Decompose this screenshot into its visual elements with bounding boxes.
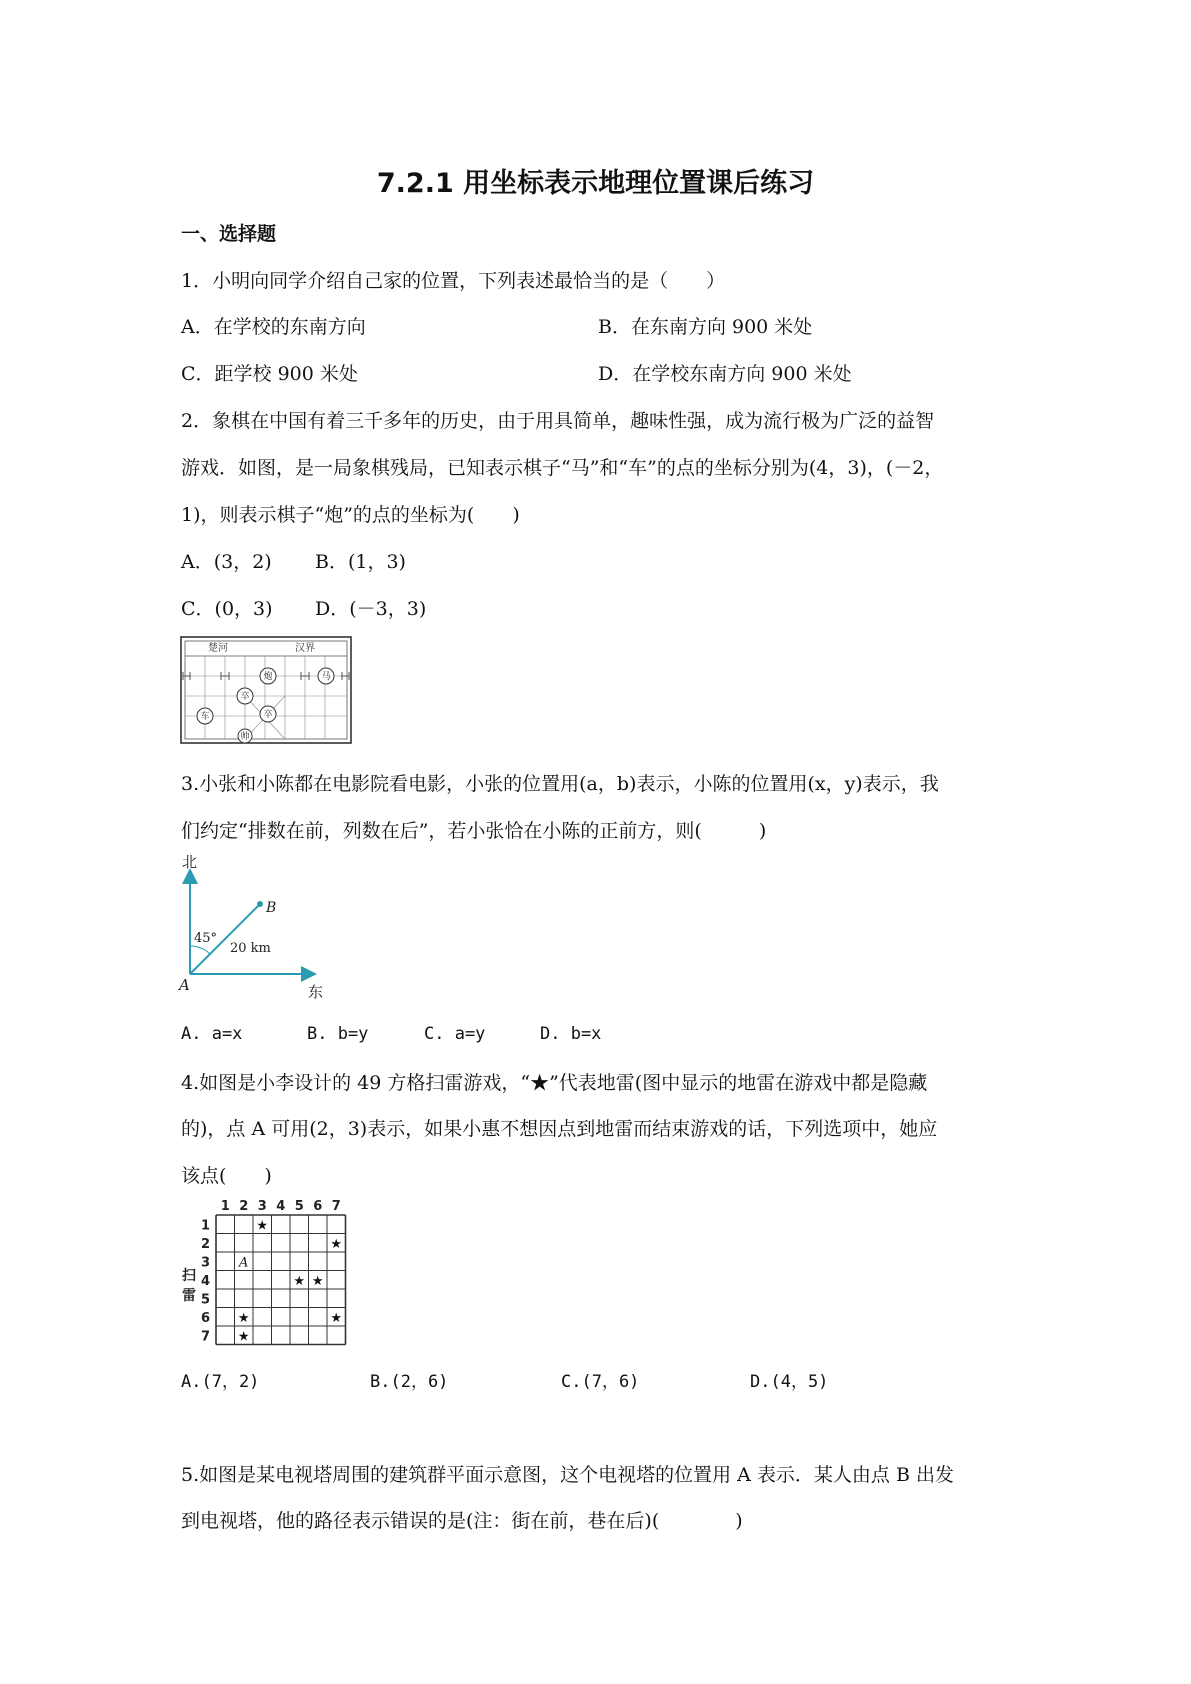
q1-stem: 1．小明向同学介绍自己家的位置，下列表述最恰当的是（ ） bbox=[181, 270, 726, 292]
minesweeper-figure bbox=[180, 1196, 355, 1351]
chess-board-outer bbox=[181, 637, 351, 743]
mine-star-icon: ★ bbox=[256, 1218, 269, 1234]
side-label-lei: 雷 bbox=[182, 1288, 196, 1304]
piece-che-label: 车 bbox=[200, 712, 210, 722]
chess-board-figure bbox=[180, 636, 352, 744]
page-title: 7.2.1 用坐标表示地理位置课后练习 bbox=[376, 168, 815, 199]
q3-option-b: B. b=y bbox=[307, 1024, 369, 1044]
col-label: 4 bbox=[276, 1199, 286, 1214]
section-heading: 一、选择题 bbox=[181, 223, 277, 245]
q2-option-c: C．(0，3) bbox=[181, 598, 273, 620]
q3-line-2: 们约定“排数在前，列数在后”，若小张恰在小陈的正前方，则( ) bbox=[181, 820, 767, 842]
direction-figure bbox=[178, 854, 338, 1002]
side-label-sao: 扫 bbox=[182, 1268, 196, 1284]
mine-star-icon: ★ bbox=[237, 1329, 250, 1345]
q2-option-a: A．(3，2) bbox=[181, 551, 272, 573]
q4-line-3: 该点( ) bbox=[181, 1165, 272, 1187]
q1-option-b: B．在东南方向 900 米处 bbox=[598, 316, 813, 338]
q4-option-d: D.(4，5) bbox=[750, 1372, 829, 1392]
east-label: 东 bbox=[308, 983, 324, 1001]
mine-star-icon: ★ bbox=[330, 1236, 343, 1252]
q4-option-c: C.(7，6) bbox=[561, 1372, 640, 1392]
piece-pao-label: 炮 bbox=[263, 672, 273, 682]
q1-option-c: C．距学校 900 米处 bbox=[181, 363, 358, 385]
col-label: 2 bbox=[239, 1199, 249, 1214]
point-b-label: B bbox=[266, 900, 277, 916]
col-label: 1 bbox=[220, 1199, 230, 1214]
q5-line-1: 5.如图是某电视塔周围的建筑群平面示意图，这个电视塔的位置用 A 表示．某人由点 B 出发 bbox=[181, 1464, 954, 1486]
q3-option-c: C. a=y bbox=[424, 1024, 486, 1044]
row-label: 7 bbox=[200, 1329, 210, 1345]
row-label: 3 bbox=[200, 1255, 210, 1271]
q3-line-1: 3.小张和小陈都在电影院看电影，小张的位置用(a，b)表示，小陈的位置用(x，y)表示，我 bbox=[181, 773, 939, 795]
q3-option-a: A. a=x bbox=[181, 1024, 243, 1044]
river-label-han: 汉界 bbox=[295, 643, 315, 654]
angle-arc bbox=[190, 946, 210, 954]
col-label: 7 bbox=[331, 1199, 341, 1214]
point-a-label: A bbox=[179, 976, 190, 994]
q2-option-b: B．(1，3) bbox=[315, 551, 406, 573]
q1-option-d: D．在学校东南方向 900 米处 bbox=[598, 363, 852, 385]
piece-shuai-label: 帅 bbox=[240, 732, 250, 742]
q2-line-1: 2．象棋在中国有着三千多年的历史，由于用具简单，趣味性强，成为流行极为广泛的益智 bbox=[181, 410, 935, 432]
point-a-marker: A bbox=[239, 1255, 249, 1271]
river-label-chu: 楚河 bbox=[208, 643, 228, 654]
mine-star-icon: ★ bbox=[311, 1273, 324, 1289]
piece-zu-2-label: 卒 bbox=[263, 710, 273, 720]
north-label: 北 bbox=[182, 854, 198, 871]
q3-option-d: D. b=x bbox=[540, 1024, 602, 1044]
q1-option-a: A．在学校的东南方向 bbox=[181, 316, 366, 338]
row-label: 1 bbox=[200, 1218, 210, 1234]
q2-option-d: D．(－3，3) bbox=[315, 598, 427, 620]
col-label: 5 bbox=[294, 1199, 304, 1214]
q4-line-1: 4.如图是小李设计的 49 方格扫雷游戏，“★”代表地雷(图中显示的地雷在游戏中都是隐藏 bbox=[181, 1072, 928, 1094]
q4-option-b: B.(2，6) bbox=[370, 1372, 449, 1392]
q5-line-2: 到电视塔，他的路径表示错误的是(注：街在前，巷在后)( ) bbox=[181, 1510, 743, 1532]
col-label: 3 bbox=[257, 1199, 267, 1214]
mine-star-icon: ★ bbox=[293, 1273, 306, 1289]
angle-label: 45° bbox=[194, 931, 218, 946]
row-label: 4 bbox=[200, 1273, 210, 1289]
row-label: 6 bbox=[200, 1310, 210, 1326]
mine-star-icon: ★ bbox=[330, 1310, 343, 1326]
mines-grid bbox=[216, 1215, 346, 1345]
piece-ma-label: 马 bbox=[321, 672, 331, 682]
q2-line-2: 游戏．如图，是一局象棋残局，已知表示棋子“马”和“车”的点的坐标分别为(4，3)，(－2， bbox=[181, 457, 944, 479]
distance-label: 20 km bbox=[230, 941, 271, 956]
q4-option-a: A.(7，2) bbox=[181, 1372, 260, 1392]
q4-line-2: 的)，点 A 可用(2，3)表示，如果小惠不想因点到地雷而结束游戏的话，下列选项中，她应 bbox=[181, 1118, 938, 1140]
mine-star-icon: ★ bbox=[237, 1310, 250, 1326]
point-b-dot bbox=[257, 901, 263, 907]
row-label: 2 bbox=[200, 1236, 210, 1252]
col-label: 6 bbox=[313, 1199, 323, 1214]
row-label: 5 bbox=[200, 1292, 210, 1308]
piece-zu-1-label: 卒 bbox=[240, 692, 250, 702]
q2-line-3: 1)，则表示棋子“炮”的点的坐标为( ) bbox=[181, 504, 520, 526]
